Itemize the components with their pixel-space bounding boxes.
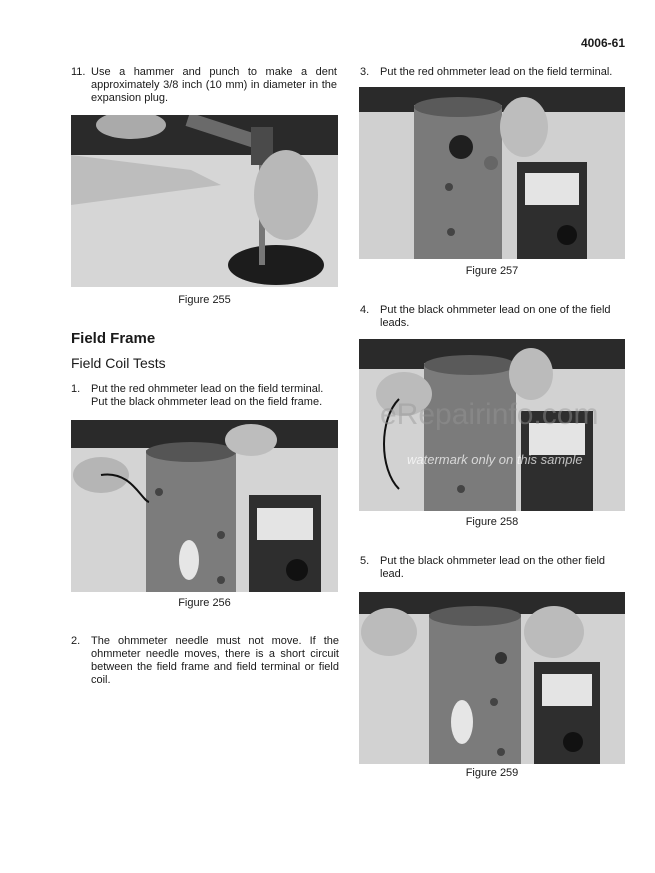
watermark-note: watermark only on this sample bbox=[407, 452, 583, 467]
step-1 bbox=[71, 383, 339, 409]
figure-256-photo bbox=[71, 420, 338, 592]
figure-257-caption: Figure 257 bbox=[465, 265, 519, 277]
step-text: The ohmmeter needle must not move. If the ohmmeter needle moves, there is a short circuit between the field frame and field terminal or field coil. bbox=[91, 635, 339, 686]
page-number: 4006-61 bbox=[580, 36, 625, 50]
figure-257-photo bbox=[359, 87, 625, 259]
step-number: 2. bbox=[71, 635, 81, 647]
watermark-site: eRepairinfo.com bbox=[380, 398, 599, 431]
step-text: Put the black ohmmeter lead on one of the field leads. bbox=[380, 304, 611, 329]
step-11 bbox=[71, 66, 337, 105]
step-number: 1. bbox=[71, 383, 81, 395]
figure-258-photo bbox=[359, 339, 625, 511]
step-text: Put the black ohmmeter lead on the other field lead. bbox=[380, 555, 606, 580]
step-number: 4. bbox=[360, 304, 370, 316]
step-text: Put the red ohmmeter lead on the field terminal. bbox=[380, 66, 613, 78]
section-title: Field Frame bbox=[71, 330, 156, 347]
figure-258-caption: Figure 258 bbox=[465, 516, 519, 528]
step-5 bbox=[360, 555, 628, 581]
figure-259-caption: Figure 259 bbox=[465, 767, 519, 779]
figure-255-caption: Figure 255 bbox=[178, 294, 231, 306]
step-text: Use a hammer and punch to make a dent approximately 3/8 inch (10 mm) in diameter in the expansion plug. bbox=[91, 66, 337, 104]
figure-255-photo bbox=[71, 115, 338, 287]
step-number: 3. bbox=[360, 66, 370, 78]
step-number: 11. bbox=[71, 66, 86, 78]
step-text: Put the red ohmmeter lead on the field terminal. Put the black ohmmeter lead on the field frame. bbox=[91, 383, 324, 408]
figure-256-caption: Figure 256 bbox=[178, 597, 231, 609]
step-3 bbox=[360, 66, 628, 79]
step-2 bbox=[71, 635, 339, 687]
figure-259-photo bbox=[359, 592, 625, 764]
subsection-title: Field Coil Tests bbox=[71, 355, 166, 371]
step-number: 5. bbox=[360, 555, 370, 567]
step-4 bbox=[360, 304, 628, 330]
